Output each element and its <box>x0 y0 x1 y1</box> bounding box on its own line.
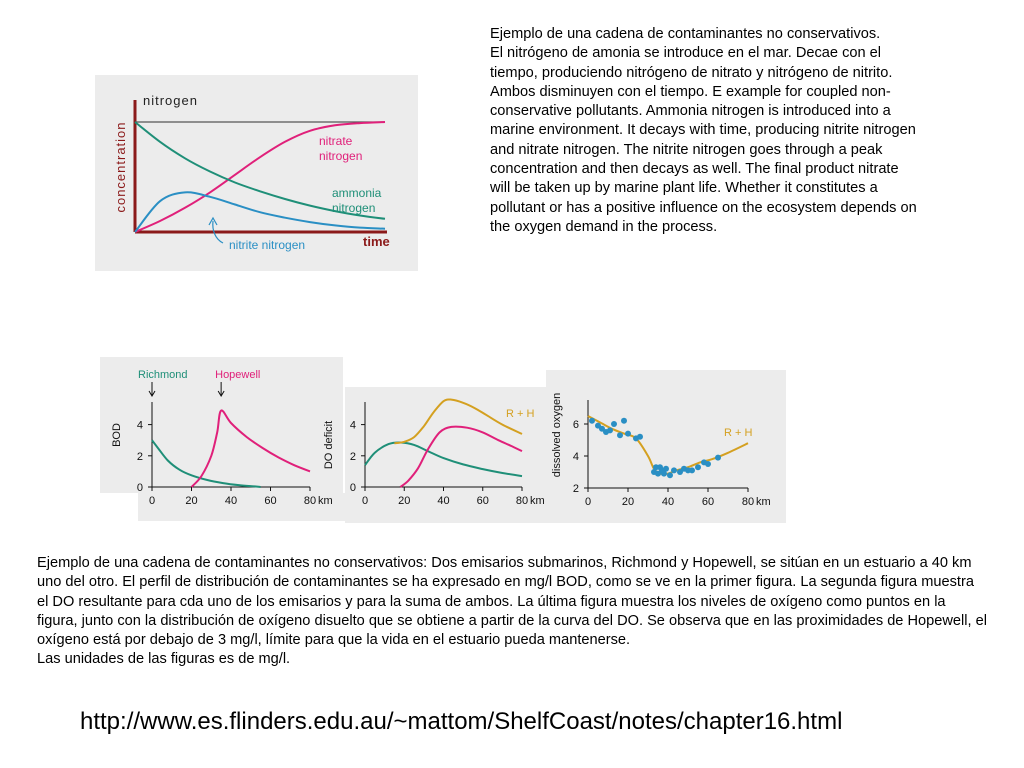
x-tick-label: 0 <box>361 495 369 507</box>
observed-point <box>663 466 669 472</box>
nitrate-label-2: nitrogen <box>319 149 363 163</box>
x-tick-label: 40 <box>437 495 450 507</box>
x-unit-label: km <box>530 495 545 507</box>
y-tick-label: 6 <box>572 419 579 431</box>
observed-point <box>617 432 623 438</box>
bod-chart <box>100 357 345 523</box>
y-tick-label: 2 <box>349 450 356 463</box>
nitrogen-chart <box>95 75 418 271</box>
x-tick-label: 60 <box>701 496 715 508</box>
y-axis-label: DO deficit <box>323 420 335 470</box>
x-unit-label: km <box>318 495 333 507</box>
top-description: Ejemplo de una cadena de contaminantes no conservativos. El nitrógeno de amonia se introduce en el mar. Decae con el tiempo, produciendo nitrógeno de nitrato y nitrógeno de nitrito. Ambos disminuyen con el tiempo. E example for coupled non-conservative pollutants. Ammonia nitrogen is introduced into a marine environment. It decays with time, producing nitrite nitrogen and nitrate nitrogen. The nitrite nitrogen goes through a peak concentration and then decays as well. The final product nitrate will be taken up by marine plant life. Whether it constitutes a pollutant or has a positive influence on the ecosystem depends on the oxygen demand in the process. <box>490 26 917 235</box>
observed-point <box>695 464 701 470</box>
observed-point <box>621 418 627 424</box>
marker-label-0: Richmond <box>138 369 188 381</box>
sum-series-label: R + H <box>506 408 535 420</box>
observed-point <box>667 472 673 478</box>
y-axis-label: dissolved oxygen <box>551 392 563 478</box>
x-tick-label: 20 <box>185 495 198 507</box>
y-axis-label: concentration <box>113 121 128 213</box>
observed-point <box>637 434 643 440</box>
observed-point <box>689 467 695 473</box>
series-1-line <box>192 410 311 487</box>
observed-point <box>607 427 613 433</box>
x-tick-label: 80 <box>515 495 529 507</box>
observed-point <box>715 455 721 461</box>
x-tick-label: 40 <box>224 495 238 507</box>
nitrate-label-1: nitrate <box>319 134 353 148</box>
observed-point <box>589 418 595 424</box>
bottom-description: Ejemplo de una cadena de contaminantes no conservativos: Dos emisarios submarinos, Richmond y Hopewell, se sitúan en un estuario a 40 km uno del otro. El perfil de distribución de contaminantes se ha expresado en mg/l BOD, como se ve en la primer figura. La segunda figura muestra el DO resultante para cda uno de los emisarios y para la suma de ambos. La última figura muestra los niveles de oxígeno como puntos en la figura, junto con la distribución de oxígeno disuelto que se obtiene a partir de la curva del DO. Se observa que en las proximidades de Hopewell, el oxígeno está por debajo de 3 mg/l, límite para que la vida en el estuario pueda mantenerse. Las unidades de las figuras es de mg/l. <box>37 555 987 668</box>
marker-label-1: Hopewell <box>215 369 261 381</box>
series-1-line <box>400 427 522 487</box>
x-axis-label: time <box>363 234 390 249</box>
x-tick-label: 20 <box>398 495 411 507</box>
x-unit-label: km <box>756 496 771 508</box>
y-tick-label: 0 <box>136 482 143 494</box>
observed-point <box>671 467 677 473</box>
x-tick-label: 80 <box>303 495 317 507</box>
x-tick-label: 20 <box>621 496 635 508</box>
x-tick-label: 60 <box>476 495 489 507</box>
y-tick-label: 2 <box>572 483 579 495</box>
y-tick-label: 4 <box>572 451 579 463</box>
top-label: nitrogen <box>143 93 198 108</box>
observed-point <box>611 421 617 427</box>
dissolved-oxygen-chart <box>546 370 786 523</box>
x-tick-label: 60 <box>264 495 277 507</box>
nitrogen-chart-panel <box>95 75 418 271</box>
y-tick-label: 4 <box>349 419 356 432</box>
source-url[interactable]: http://www.es.flinders.edu.au/~mattom/ShelfCoast/notes/chapter16.html <box>80 708 843 735</box>
y-tick-label: 4 <box>136 419 143 432</box>
do-deficit-chart <box>320 387 560 523</box>
series-0-line <box>152 440 261 487</box>
series-0-line <box>365 442 522 476</box>
x-tick-label: 0 <box>584 496 592 508</box>
y-axis-label: BOD <box>111 423 123 447</box>
observed-point <box>625 431 631 437</box>
y-tick-label: 0 <box>349 482 356 494</box>
y-tick-label: 2 <box>136 450 143 463</box>
nitrite-label: nitrite nitrogen <box>229 238 306 252</box>
x-tick-label: 0 <box>148 495 156 507</box>
ammonia-label-1: ammonia <box>332 186 382 200</box>
ammonia-label-2: nitrogen <box>332 201 376 215</box>
x-tick-label: 40 <box>661 496 675 508</box>
sum-series-label: R + H <box>724 427 753 439</box>
x-tick-label: 80 <box>741 496 755 508</box>
observed-point <box>705 461 711 467</box>
series-2-line <box>394 399 522 443</box>
